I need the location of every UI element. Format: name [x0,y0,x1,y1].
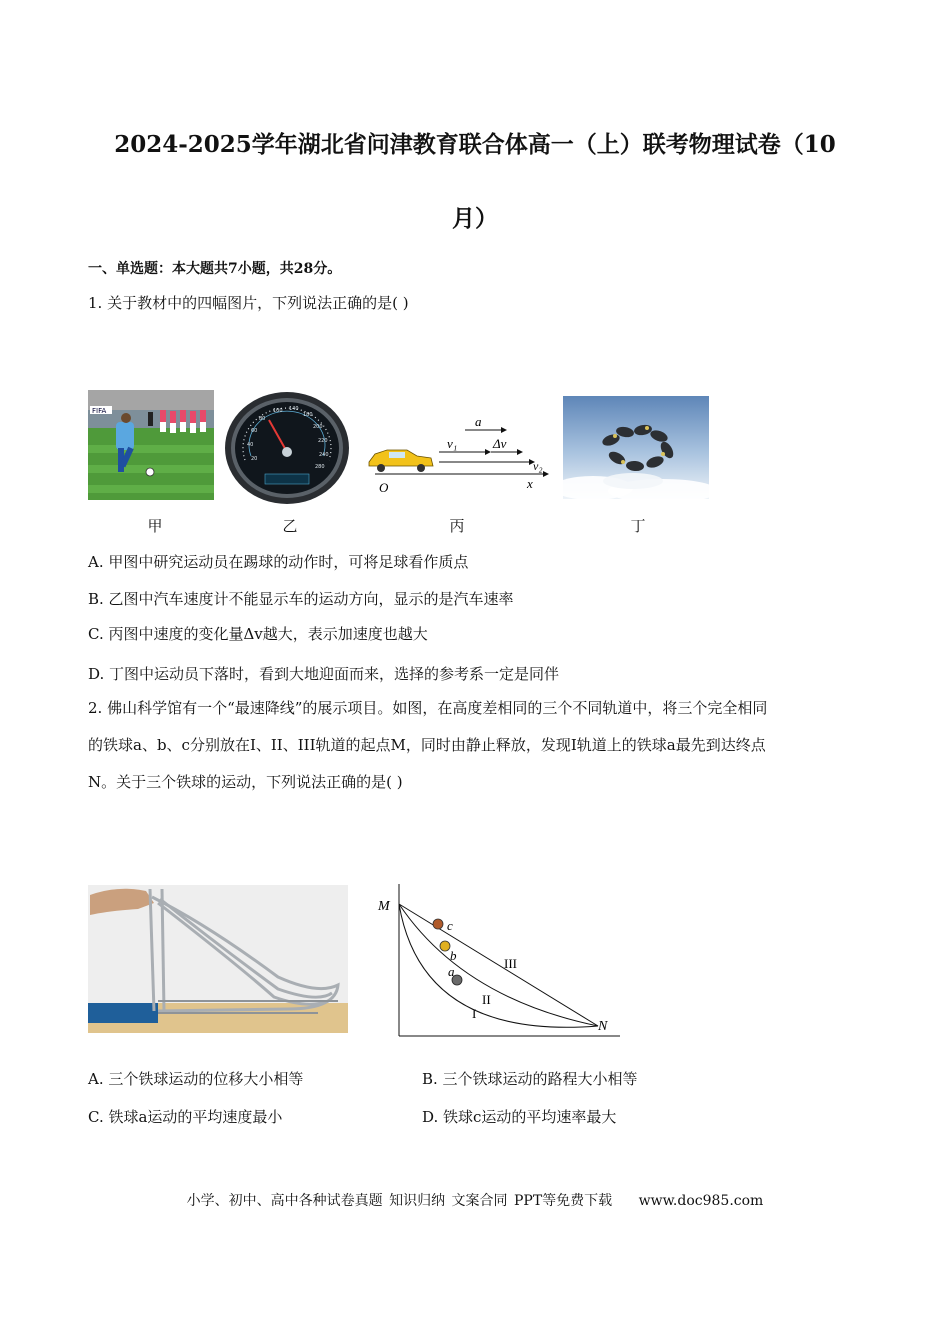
label-iii: III [504,956,517,971]
q1-option-b: B. 乙图中汽车速度计不能显示车的运动方向，显示的是汽车速率 [88,590,514,608]
label-x: x [527,476,533,491]
q1-stem: 1. 关于教材中的四幅图片，下列说法正确的是( ) [88,294,409,312]
exam-title-line2: 月） [452,205,498,232]
svg-text:80: 80 [259,416,266,422]
page-footer [0,1190,950,1210]
label-b: b [450,948,457,963]
fig-caption-bing: 丙 [449,517,465,535]
fig-ding-skydivers-image [563,396,709,499]
fig-track-diagram [372,880,622,1040]
q1-option-a: A. 甲图中研究运动员在踢球的动作时，可将足球看作质点 [88,553,469,571]
svg-text:200: 200 [313,424,323,430]
section-heading: 一、单选题：本大题共7小题，共28分。 [88,261,342,277]
label-c: c [447,918,453,933]
q2-option-b: B. 三个铁球运动的路程大小相等 [422,1070,638,1088]
q2-stem-line2: 的铁球a、b、c分别放在I、II、III轨道的起点M，同时由静止释放，发现I轨道上的铁球a最先到达终点 [88,736,766,754]
q1-option-d: D. 丁图中运动员下落时，看到大地迎面而来，选择的参考系一定是同伴 [88,665,560,683]
fig-yi-speedometer-image [223,390,353,505]
svg-text:280: 280 [315,464,325,470]
label-o: O [379,480,389,495]
svg-text:40: 40 [247,442,254,448]
q2-option-a: A. 三个铁球运动的位移大小相等 [88,1070,304,1088]
ball-b [440,941,450,951]
q2-stem-line1: 2. 佛山科学馆有一个“最速降线”的展示项目。如图，在高度差相同的三个不同轨道中，将三个完全相同 [88,699,768,717]
svg-text:FIFA: FIFA [92,407,107,415]
label-v2: v₂ [533,459,543,473]
svg-text:60: 60 [251,428,258,434]
q2-option-c: C. 铁球a运动的平均速度最小 [88,1108,283,1126]
label-ii: II [482,992,491,1007]
svg-text:240: 240 [319,452,329,458]
q2-option-d: D. 铁球c运动的平均速率最大 [422,1108,617,1126]
fig-caption-jia: 甲 [147,517,163,535]
footer-site-link[interactable]: www.doc985.com [638,1193,764,1209]
q1-option-c: C. 丙图中速度的变化量Δv越大，表示加速度也越大 [88,625,428,643]
fig-caption-yi: 乙 [282,517,298,535]
svg-text:140: 140 [289,406,299,412]
ball-c [433,919,443,929]
exam-title-line1: 2024-2025学年湖北省问津教育联合体高一（上）联考物理试卷（10 [114,131,836,158]
label-n: N [598,1019,608,1034]
label-m: M [378,899,390,914]
fig-bing-velocity-diagram [365,410,555,500]
label-a-ball: a [448,964,455,979]
q2-stem-line3: N。关于三个铁球的运动，下列说法正确的是( ) [88,773,403,791]
track-iii [399,904,598,1026]
svg-text:220: 220 [318,438,328,444]
footer-text: 小学、初中、高中各种试卷真题 知识归纳 文案合同 PPT等免费下载 [186,1193,613,1209]
fig-caption-ding: 丁 [630,517,646,535]
fig-track-photo [88,885,348,1033]
label-a: a [475,414,482,429]
label-i: I [472,1006,477,1021]
label-v1: v₁ [447,436,458,451]
svg-text:180: 180 [303,412,313,418]
svg-text:20: 20 [251,456,258,462]
label-dv: Δv [493,436,507,451]
svg-text:100: 100 [273,408,283,414]
fig-jia-football-image [88,390,214,500]
